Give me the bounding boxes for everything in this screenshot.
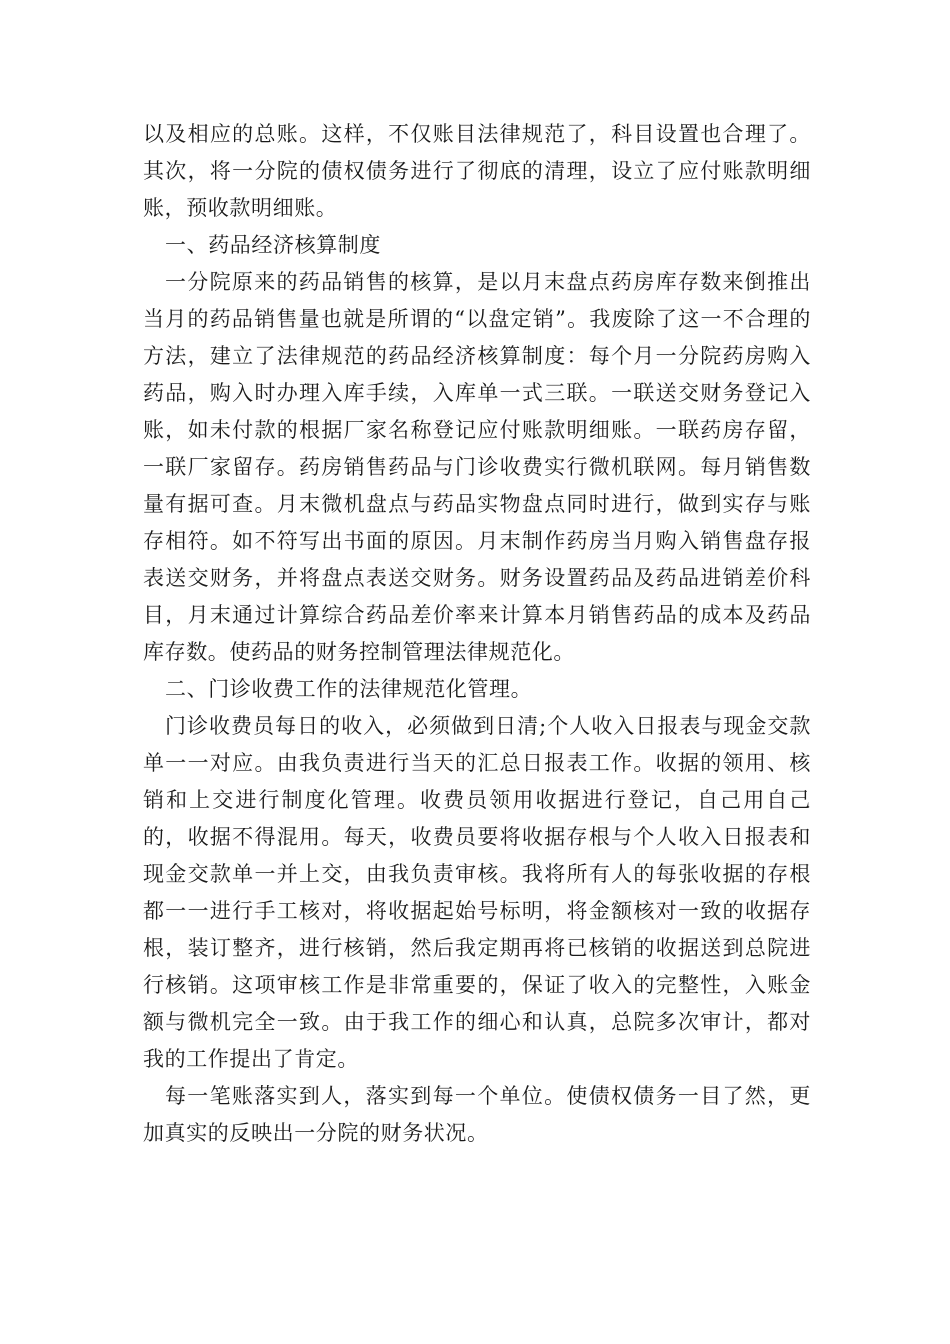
document-body	[143, 116, 811, 1152]
paragraph-ledger-continuation: 以及相应的总账。这样，不仅账目法律规范了，科目设置也合理了。其次，将一分院的债权债务进行了彻底的清理，设立了应付账款明细账，预收款明细账。	[143, 122, 811, 220]
paragraph-accountability: 每一笔账落实到人，落实到每一个单位。使债权债务一目了然，更加真实的反映出一分院的财务状况。	[143, 1084, 811, 1145]
section-heading-outpatient-billing: 二、门诊收费工作的法律规范化管理。	[165, 677, 533, 701]
section-heading-drug-accounting: 一、药品经济核算制度	[165, 233, 381, 257]
paragraph-drug-accounting: 一分院原来的药品销售的核算，是以月末盘点药房库存数来倒推出当月的药品销售量也就是所谓的“以盘定销”。我废除了这一不合理的方法，建立了法律规范的药品经济核算制度：每个月一分院药房购入药品，购入时办理入库手续，入库单一式三联。一联送交财务登记入账，如未付款的根据厂家名称登记应付账款明细账。一联药房存留，一联厂家留存。药房销售药品与门诊收费实行微机联网。每月销售数量有据可查。月末微机盘点与药品实物盘点同时进行，做到实存与账存相符。如不符写出书面的原因。月末制作药房当月购入销售盘存报表送交财务，并将盘点表送交财务。财务设置药品及药品进销差价科目，月末通过计算综合药品差价率来计算本月销售药品的成本及药品库存数。使药品的财务控制管理法律规范化。	[143, 270, 811, 664]
paragraph-outpatient-billing: 门诊收费员每日的收入，必须做到日清;个人收入日报表与现金交款单一一对应。由我负责进行当天的汇总日报表工作。收据的领用、核销和上交进行制度化管理。收费员领用收据进行登记，自己用自己的，收据不得混用。每天，收费员要将收据存根与个人收入日报表和现金交款单一并上交，由我负责审核。我将所有人的每张收据的存根都一一进行手工核对，将收据起始号标明，将金额核对一致的收据存根，装订整齐，进行核销，然后我定期再将已核销的收据送到总院进行核销。这项审核工作是非常重要的，保证了收入的完整性，入账金额与微机完全一致。由于我工作的细心和认真，总院多次审计，都对我的工作提出了肯定。	[143, 714, 811, 1071]
